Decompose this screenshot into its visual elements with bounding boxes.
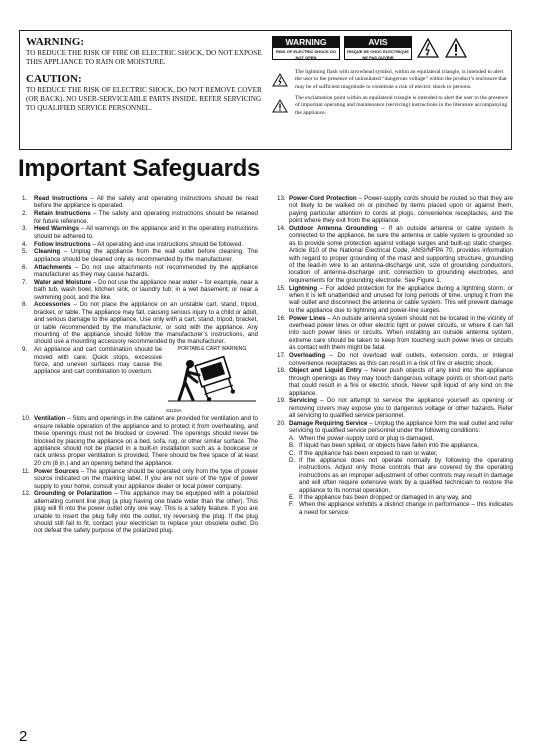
list-item: 17. Overloading – Do not overload wall outlets, extension cords, or integral convenience receptacles as this can result in a risk of fire or electric shock. [277, 352, 513, 367]
page-number: 2 [19, 728, 28, 745]
caution-title: CAUTION: [26, 73, 82, 85]
condition-item: B. If liquid has been spilled, or objects have fallen into the appliance, [289, 442, 479, 450]
condition-item: E. If the appliance has been dropped or damaged in any way, and [289, 493, 472, 501]
warning-text: TO REDUCE THE RISK OF FIRE OR ELECTRIC SHOCK, DO NOT EXPOSE THIS APPLIANCE TO RAIN OR MOISTURE. [26, 49, 262, 66]
list-item: 8. Accessories – Do not place the appliance on an unstable cart, stand, tripod, bracket, or table. The appliance may fall, causing serious injury to a child or adult, and serious damage to the appliance. Use only with a cart, stand, tripod, bracket, or table recommended by the manufacturer, or sold with the appliance. Any mounting of the appliance should follow the manufacturer’s instructions, and should use a mounting accessory recommended by the manufacturer. [22, 301, 258, 346]
list-item: 11. Power Sources – The appliance should be operated only from the type of power source indicated on the marking label. If you are not sure of the type of power supply to your home, consult your appliance dealer or local power company. [22, 467, 258, 490]
condition-item: D. If the appliance does not operate normally by following the operating instructions. Adjust only those controls that are covered by the operating instructions as an improper adjustment of other controls may result in damage and will often require extensive work by a qualified technician to restore the appliance to its normal operation, [289, 456, 513, 494]
symbols-block [272, 36, 508, 118]
list-item: 5. Cleaning – Unplug the appliance from the wall outlet before cleaning. The appliance should be cleaned only as recommended by the manufacturer. [22, 248, 258, 263]
list-item: 4. Follow Instructions – All operating and use instructions should be followed. [22, 240, 244, 248]
lightning-symbol-icon [272, 69, 290, 92]
left-column [22, 195, 258, 535]
warning-text-block [26, 36, 270, 113]
condition-item: C. If the appliance has been exposed to rain or water, [289, 449, 438, 457]
cart-warning-item: 9. PORTABLE CART WARNING S3125A An appliance and cart combination should be moved with care. Quick stops, excessive force, and uneven surfaces may cause the appliance and cart combination to overturn. [22, 346, 258, 415]
condition-item: F. When the appliance exhibits a distinct change in performance – this indicates a need for service. [289, 501, 513, 516]
list-item: 20. Damage Requiring Service – Unplug the appliance form the wall outlet and refer servicing to qualified service personnel under the following conditions: A. When the power-supply cord or plug is damaged, B. If liquid has been spilled, or objects have fallen into the appliance, C. If the appliance has been exposed to rain or water, D. If the appliance does not operate normally by following the operating instructions. Adjust only those controls that are covered by the operating instructions as an improper adjustment of other controls may result in damage and will often require extensive work by a qualified technician to restore the appliance to its normal operation, E. If the appliance has been dropped or damaged in any way, and F. When the appliance exhibits a distinct change in performance – this indicates a need for service. [277, 419, 513, 516]
exclamation-text: The exclamation point within an equilateral triangle is intended to alert the user to the presence of important operating and maintenance (servicing) instructions in the literature accompanying the appliance. [295, 95, 508, 116]
avis-label-sub: RISQUE DE CHOC ELECTRIQUE NE PAS OUVRIR [347, 49, 409, 60]
warning-label [272, 36, 340, 60]
condition-item: A. When the power-supply cord or plug is damaged, [289, 434, 434, 442]
list-item: 7. Water and Moisture – Do not use the appliance near water – for example, near a bath tub, wash bowl, kitchen sink, or laundry tub; in a wet basement; or near a swimming pool, and the like. [22, 278, 258, 301]
warning-title: WARNING: [26, 36, 85, 48]
list-item: 10. Ventilation – Slots and openings in the cabinet are provided for ventilation and to ensure reliable operation of the appliance and to protect it from overheating, and these openings must not be blocked or covered. The openings should never be blocked by placing the appliance on a bed, sofa, rug, or other similar surface. The appliance should not be placed in a built-in installation such as a bookcase or rack unless proper ventilation is provided. There should be free space of at least 20 cm (8 in.) and an opening behind the appliance. [22, 415, 258, 467]
list-item: 19. Servicing – Do not attempt to service the appliance yourself as opening or removing covers may expose you to dangerous voltage or other hazards. Refer all servicing to qualified service personnel. [277, 397, 513, 420]
label-row [272, 36, 508, 66]
exclamation-symbol-icon [272, 95, 290, 118]
list-item: 14. Outdoor Antenna Grounding – If an outside antenna or cable system is connected to the appliance, be sure the antenna or cable system is grounded so as to provide some protection against voltage surges and built-up static charges. Article 810 of the National Electrical Code, ANSI/NFPA 70, provides information with regard to proper grounding of the mast and supporting structure, grounding of the lead-in wire to an antenna-discharge unit, size of grounding conductors, location of antenna-discharge unit, connection to grounding electrodes, and requirements for the grounding electrode. See Figure 1. [277, 225, 513, 284]
lightning-text: The lightning flash with arrowhead symbol, within an equilateral triangle, is intended to alert the user to the presence of uninsulated “dangerous voltage” within the product’s enclosure that may be of sufficient magnitude to constitute a risk of electric shock to persons. [295, 69, 507, 90]
avis-label-head: AVIS [345, 37, 411, 48]
list-item: 15. Lightning – For added protection for the appliance during a lightning storm, or when it is left unattended and unused for long periods of time, unplug it from the wall outlet and disconnect the antenna or cable system. This will prevent damage to the appliance due to lightning and power-line surges. [277, 284, 513, 314]
avis-label [344, 36, 412, 60]
page-title: Important Safeguards [18, 155, 261, 182]
list-item: 18. Object and Liquid Entry – Never push objects of any kind into the appliance through openings as they may touch dangerous voltage points or short-out parts that could result in a fire or electric shock. Never spill liquid of any kind on the appliance. [277, 367, 513, 397]
cart-code: S3125A [166, 407, 182, 413]
cart-text: An appliance and cart combination should be moved with care. Quick stops, excessive force, and uneven surfaces may cause the appliance and cart combination to overturn. [34, 346, 162, 376]
list-item: 3. Heed Warnings – All warnings on the appliance and in the operating instructions should be adhered to. [22, 225, 258, 240]
exclamation-triangle-icon [444, 36, 468, 60]
tipping-cart-icon [166, 352, 258, 404]
warning-label-head: WARNING [273, 37, 339, 48]
warning-box [19, 30, 512, 150]
exclamation-row [272, 95, 508, 118]
conditions-list [289, 435, 513, 516]
right-column [277, 195, 513, 517]
portable-cart-figure [166, 346, 258, 414]
list-item: 2. Retain Instructions – The safety and operating instructions should be retained for future reference. [22, 210, 258, 225]
caution-text: TO REDUCE THE RISK OF ELECTRIC SHOCK, DO NOT REMOVE COVER (OR BACK). NO USER-SERVICEABLE PARTS INSIDE. REFER SERVICING TO QUALIFIED SERVICE PERSONNEL. [26, 86, 262, 112]
list-item: 12. Grounding or Polarization – The appliance may be equipped with a polarized alternating current line plug (a plug having one blade wider than the other). This plug will fit into the power outlet only one way. This is a safety feature. If you are unable to insert the plug fully into the outlet, try reversing the plug. If the plug should still fail to fit, contact your electrician to replace your obsolete outlet. Do not defeat the safety purpose of the polarized plug. [22, 490, 258, 535]
warning-label-sub: RISK OF ELECTRIC SHOCK DO NOT OPEN [275, 49, 336, 60]
list-item: 6. Attachments – Do not use attachments not recommended by the appliance manufacturer as they may cause hazards. [22, 263, 258, 279]
list-item: 13. Power-Cord Protection – Power-supply cords should be routed so that they are not likely to be walked on or pinched by items placed upon or against them, paying particular attention to cords at plugs, convenience receptacles, and the point where they exit from the appliance. [277, 195, 513, 225]
lightning-row [272, 69, 508, 92]
lightning-triangle-icon [416, 36, 440, 60]
cart-caption: PORTABLE CART WARNING [177, 346, 247, 353]
list-item: 16. Power Lines – An outside antenna system should not be located in the vicinity of overhead power lines or other electric light or power circuits, or where it can fall into such power lines or circuits. When installing an outside antenna system, extreme care should be taken to keep from touching such power lines or circuits as contact with them might be fatal. [277, 314, 513, 352]
list-item: 1. Read Instructions – All the safety and operating instructions should be read before the appliance is operated. [22, 195, 258, 210]
